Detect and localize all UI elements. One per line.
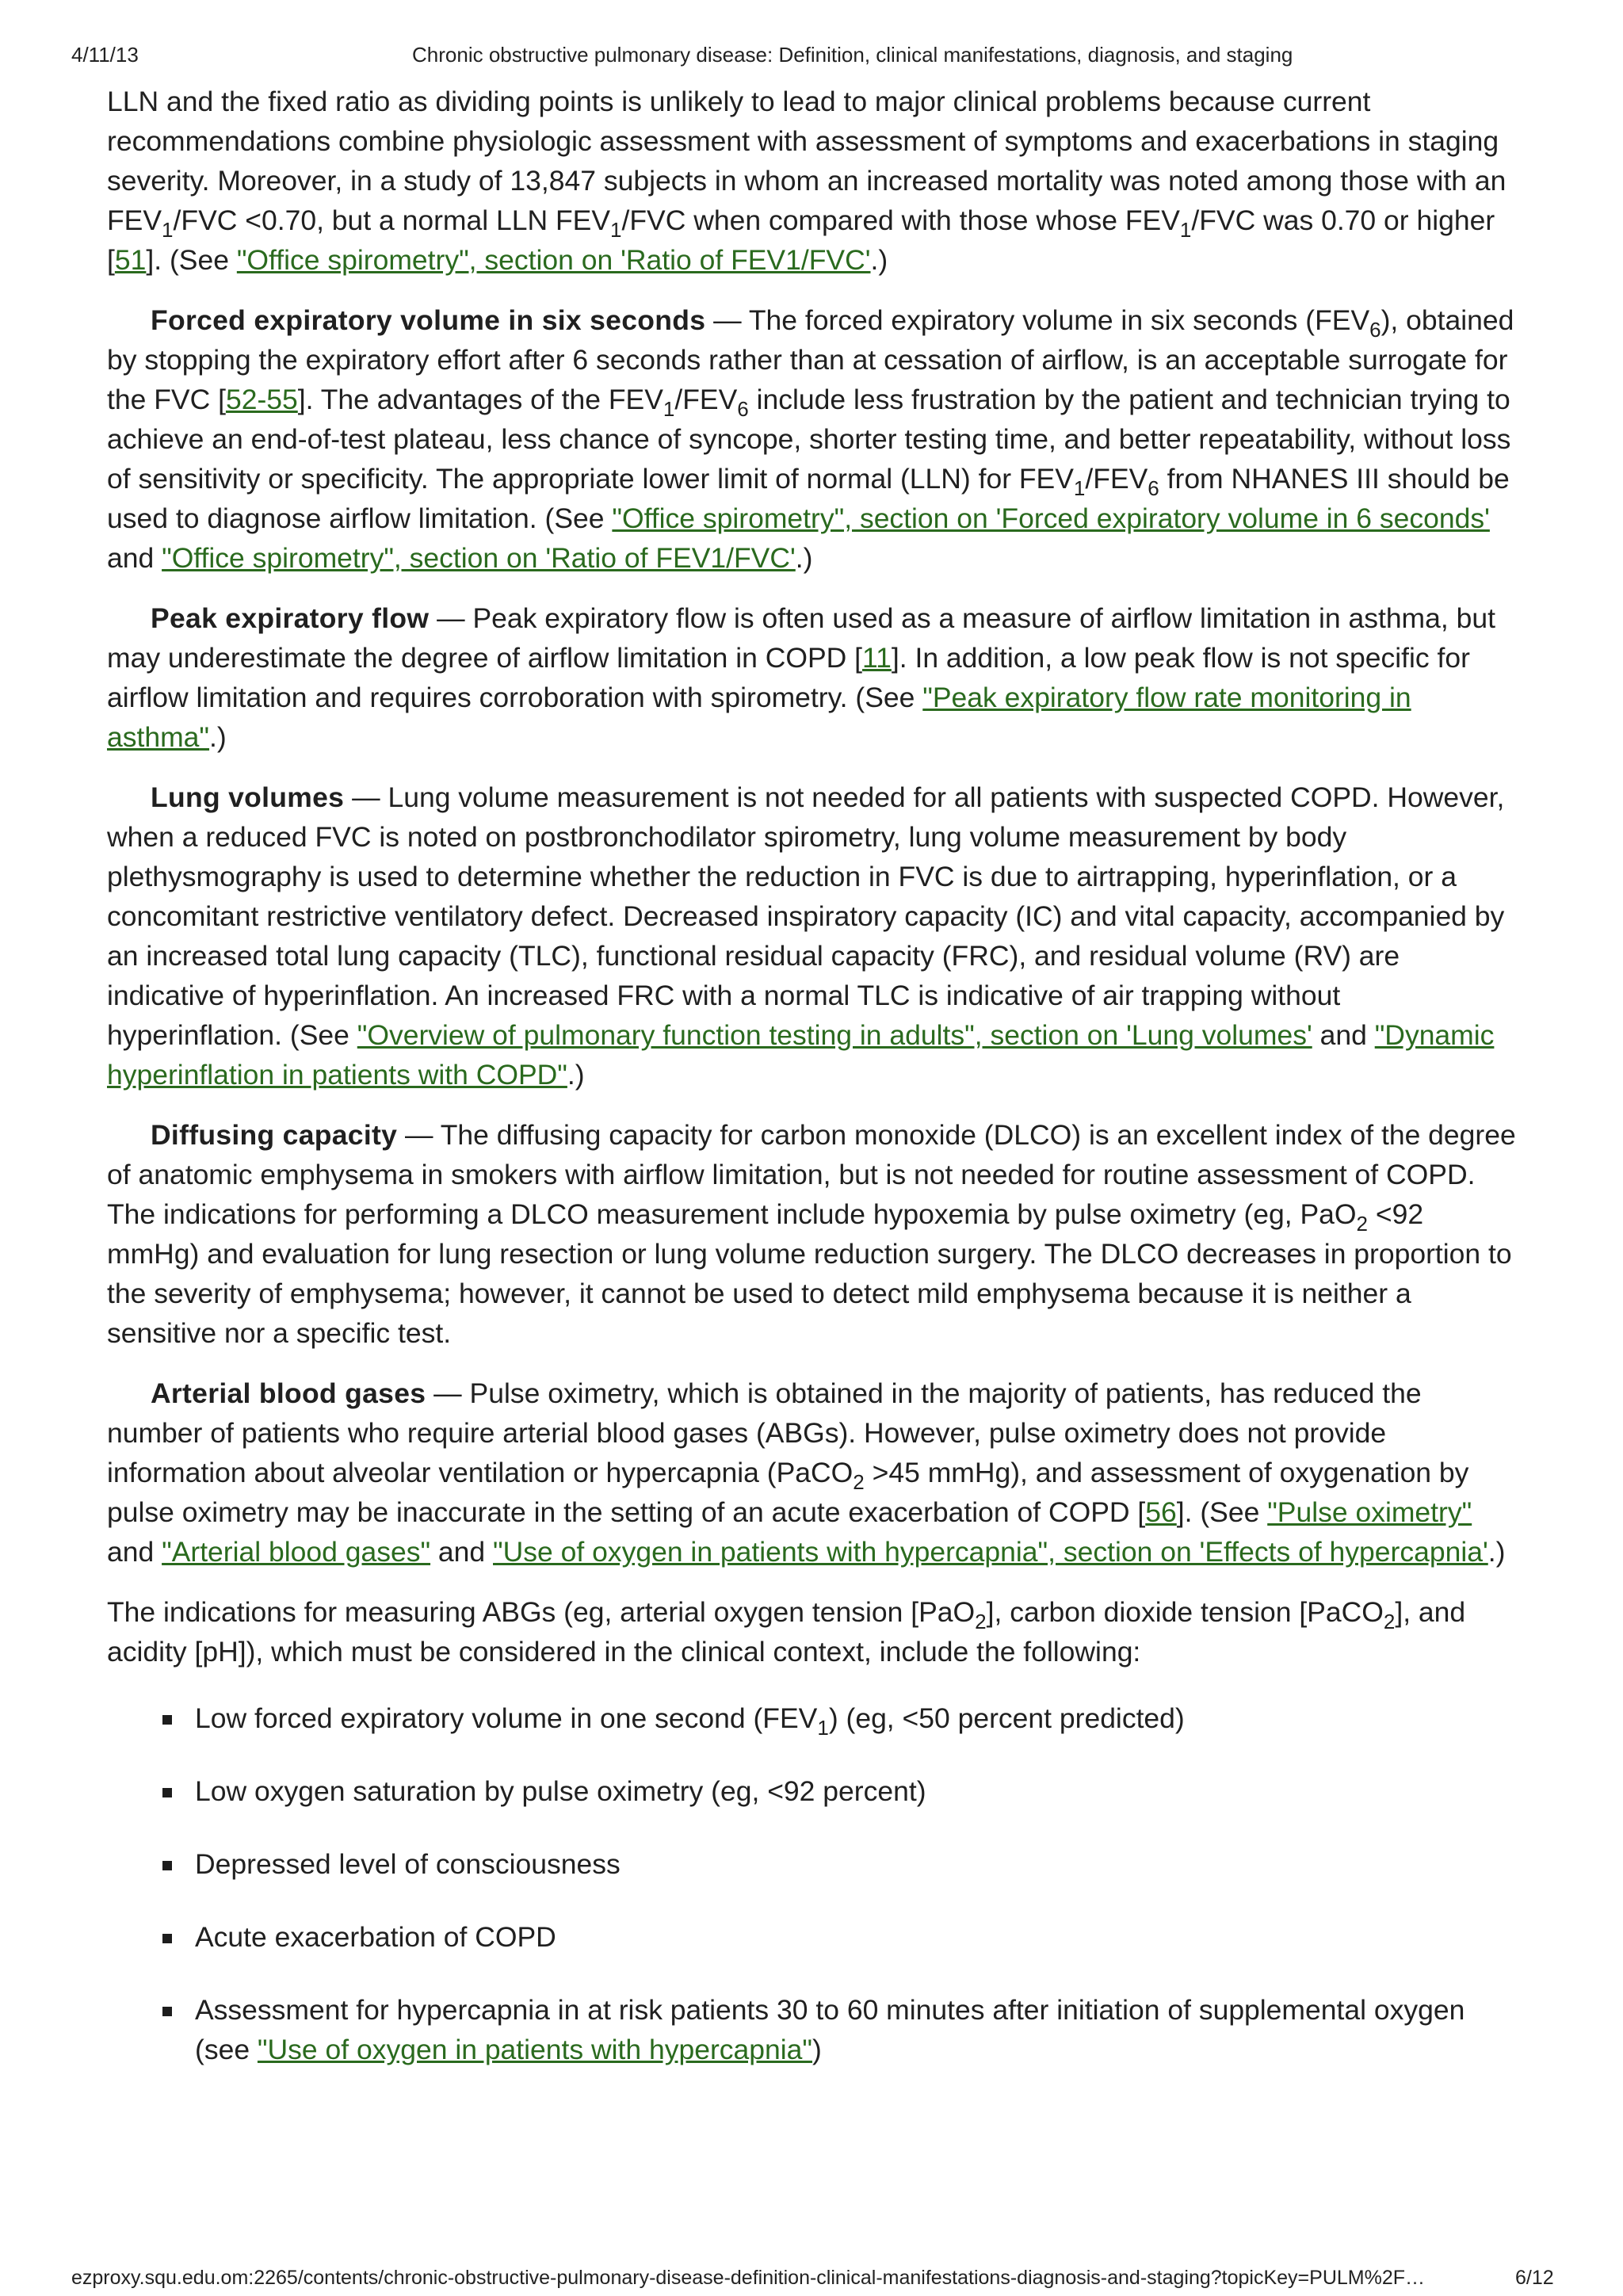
section-heading-diffusing-capacity: Diffusing capacity [151, 1119, 398, 1151]
list-item: Low oxygen saturation by pulse oximetry (eg, <92 percent) [195, 1771, 1518, 1811]
paragraph-arterial-blood-gases: Arterial blood gases — Pulse oximetry, which is obtained in the majority of patients, has reduced the number of patients who require arterial blood gases (ABGs). However, pulse oximetry does not provide information about alveolar ventilation or hypercapnia (PaCO$_2$ >45 mmHg), and assessment of oxygenation by pulse oximetry may be inaccurate in the setting of an acute exacerbation of COPD [56]. (See "Pulse oximetry" and "Arterial blood gases" and "Use of oxygen in patients with hypercapnia", section on 'Effects of hypercapnia'.) [107, 1377, 1506, 1568]
link-arterial-blood-gases[interactable]: "Arterial blood gases" [162, 1536, 431, 1568]
list-item: Low forced expiratory volume in one second $(FEV_1)$ (eg, <50 percent predicted) [195, 1698, 1518, 1738]
link-office-spirometry-fev6[interactable]: "Office spirometry", section on 'Forced expiratory volume in 6 seconds' [612, 502, 1490, 534]
link-oxygen-hypercapnia-effects[interactable]: "Use of oxygen in patients with hypercapnia", section on 'Effects of hypercapnia' [493, 1536, 1488, 1568]
link-pft-lung-volumes[interactable]: "Overview of pulmonary function testing in adults", section on 'Lung volumes' [357, 1019, 1312, 1051]
link-office-spirometry-ratio-2[interactable]: "Office spirometry", section on 'Ratio of FEV1/FVC' [162, 542, 796, 574]
page-header [0, 43, 1623, 74]
section-heading-lung-volumes: Lung volumes [151, 781, 345, 813]
page-footer [0, 2267, 1623, 2295]
section-heading-peak-flow: Peak expiratory flow [151, 602, 430, 634]
footer-url: ezproxy.squ.edu.om:2265/contents/chronic-obstructive-pulmonary-disease-definition-clinical-manifestations-diagnosis-and-staging?topicKey=PULM%2F… [71, 2267, 1426, 2289]
link-peak-flow-monitoring[interactable]: "Peak expiratory flow rate monitoring in asthma" [107, 682, 1411, 753]
article-body [107, 82, 1518, 2103]
reference-link-11[interactable]: 11 [862, 642, 892, 674]
paragraph-lung-volumes: Lung volumes — Lung volume measurement is not needed for all patients with suspected COPD. However, when a reduced FVC is noted on postbronchodilator spirometry, lung volume measurement by body plethysmography is used to determine whether the reduction in FVC is due to airtrapping, hyperinflation, or a concomitant restrictive ventilatory defect. Decreased inspiratory capacity (IC) and vital capacity, accompanied by an increased total lung capacity (TLC), functional residual capacity (FRC), and residual volume (RV) are indicative of hyperinflation. An increased FRC with a normal TLC is indicative of air trapping without hyperinflation. (See "Overview of pulmonary function testing in adults", section on 'Lung volumes' and "Dynamic hyperinflation in patients with COPD".) [107, 781, 1505, 1091]
reference-link-52-55[interactable]: 52-55 [225, 384, 298, 415]
section-heading-abg: Arterial blood gases [151, 1377, 426, 1409]
paragraph-fev6: Forced expiratory volume in six seconds — The forced expiratory volume in six seconds $(FEV_6)$, obtained by stopping the expiratory effort after 6 seconds rather than at cessation of airflow, is an acceptable surrogate for the FVC [52-55]. The advantages of the $FEV_1/FEV_6$ include less frustration by the patient and technician trying to achieve an end-of-test plateau, less chance of syncope, shorter testing time, and better repeatability, without loss of sensitivity or specificity. The appropriate lower limit of normal (LLN) for $FEV_1/FEV_6$ from NHANES III should be used to diagnose airflow limitation. (See "Office spirometry", section on 'Forced expiratory volume in 6 seconds' and "Office spirometry", section on 'Ratio of FEV1/FVC'.) [107, 304, 1514, 574]
paragraph-fixed-ratio: LLN and the fixed ratio as dividing points is unlikely to lead to major clinical problems because current recommendations combine physiologic assessment with assessment of symptoms and exacerbations in staging severity. Moreover, in a study of 13,847 subjects in whom an increased mortality was noted among those with an $FEV_1$/FVC <0.70, but a normal LLN $FEV_1$/FVC when compared with those whose $FEV_1$/FVC was 0.70 or higher [51]. (See "Office spirometry", section on 'Ratio of FEV1/FVC'.) [107, 86, 1507, 276]
reference-link-51[interactable]: 51 [114, 244, 147, 276]
link-oxygen-hypercapnia[interactable]: "Use of oxygen in patients with hypercapnia" [257, 2034, 813, 2065]
link-pulse-oximetry[interactable]: "Pulse oximetry" [1267, 1496, 1472, 1528]
paragraph-diffusing-capacity: Diffusing capacity — The diffusing capacity for carbon monoxide (DLCO) is an excellent index of the degree of anatomic emphysema in smokers with airflow limitation, but is not needed for routine assessment of COPD. The indications for performing a DLCO measurement include hypoxemia by pulse oximetry (eg, PaO$_2$ <92 mmHg) and evaluation for lung resection or lung volume reduction surgery. The DLCO decreases in proportion to the severity of emphysema; however, it cannot be used to detect mild emphysema because it is neither a sensitive nor a specific test. [107, 1119, 1516, 1349]
reference-link-56[interactable]: 56 [1145, 1496, 1177, 1528]
list-item: Assessment for hypercapnia in at risk patients 30 to 60 minutes after initiation of supplemental oxygen (see "Use of oxygen in patients with hypercapnia") [195, 1990, 1518, 2069]
link-office-spirometry-ratio[interactable]: "Office spirometry", section on 'Ratio of FEV1/FVC' [236, 244, 871, 276]
section-heading-fev6: Forced expiratory volume in six seconds [151, 304, 706, 336]
list-item: Acute exacerbation of COPD [195, 1917, 1518, 1957]
print-date: 4/11/13 [71, 43, 139, 67]
paragraph-abg-indications: The indications for measuring ABGs (eg, arterial oxygen tension [PaO$_2$], carbon dioxide tension [PaCO$_2$], and acidity [pH]), which must be considered in the clinical context, include the following: [107, 1596, 1466, 1668]
page-number: 6/12 [1515, 2267, 1554, 2289]
abg-indications-list [107, 1698, 1518, 2069]
list-item: Depressed level of consciousness [195, 1844, 1518, 1884]
document-title: Chronic obstructive pulmonary disease: Definition, clinical manifestations, diagnosis, and staging [412, 43, 1293, 67]
paragraph-peak-flow: Peak expiratory flow — Peak expiratory flow is often used as a measure of airflow limitation in asthma, but may underestimate the degree of airflow limitation in COPD [11]. In addition, a low peak flow is not specific for airflow limitation and requires corroboration with spirometry. (See "Peak expiratory flow rate monitoring in asthma".) [107, 602, 1495, 753]
link-dynamic-hyperinflation[interactable]: "Dynamic hyperinflation in patients with COPD" [107, 1019, 1495, 1091]
